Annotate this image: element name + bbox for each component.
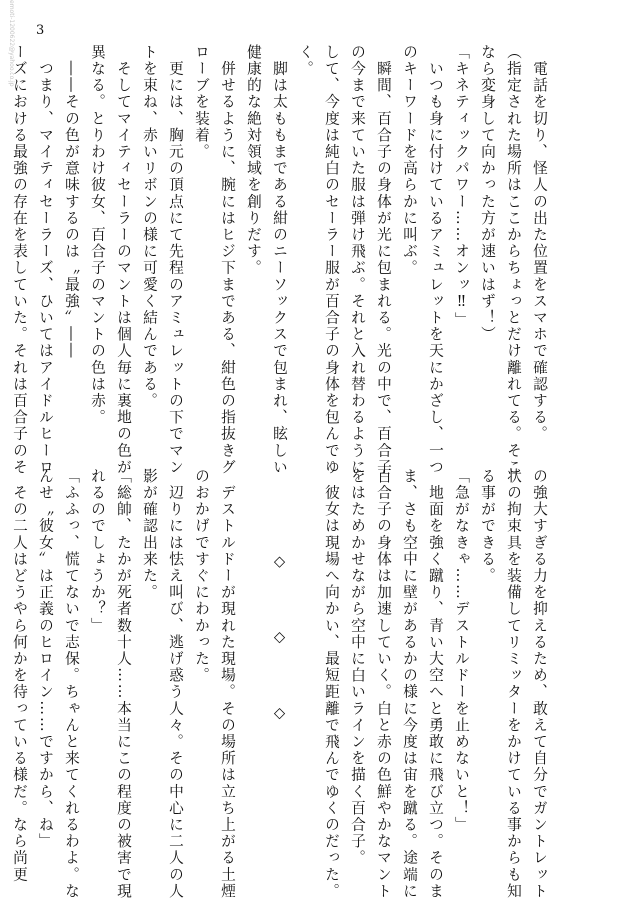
text-line: れるのでしょうか？」: [89, 468, 106, 634]
text-line: 「キネティックパワー……オンッ‼」: [453, 44, 470, 329]
text-line: 影が確認出来た。: [141, 468, 158, 601]
text-line: 彼女は現場へ向かい、最短距離で飛んでゆくのだった。: [323, 468, 340, 900]
text-line: のおかげですぐにわかった。: [193, 468, 210, 684]
text-line: 「総帥、たかが死者数十人……本当にこの程度の被害で現: [115, 468, 132, 900]
text-line: 百合子の身体は加速していく。白と赤の色鮮やかなマント: [375, 468, 392, 900]
text-line: 辺りには怯え叫び、逃げ惑う人々。その中心に二人の人: [167, 468, 184, 900]
text-line: トを束ね、赤いリボンの様に可愛く結んである。: [141, 44, 158, 410]
text-line: つまり、マイティセーラーズ、ひいてはアイドルヒーロ: [37, 44, 54, 476]
text-line: く。: [297, 44, 314, 78]
text-line: デストルドーが現れた現場。その場所は立ち上がる土煙: [219, 468, 236, 900]
text-line: その二人はどうやら何かを待っている様だ。なら尚更: [11, 468, 28, 883]
text-line: 異なる。とりわけ彼女、百合子のマントの色は赤。: [89, 44, 106, 426]
blank-line: [292, 468, 318, 828]
text-line: ま、さも空中に壁があるかの様に今度は宙を蹴る。途端に: [401, 468, 418, 900]
text-line: のキーワードを高らかに叫ぶ。: [401, 44, 418, 277]
text-line: ――その色が意味するのは〝最強〟――: [63, 44, 80, 360]
text-line: （指定された場所はここからちょっとだけ離れてる。そこ: [505, 44, 522, 476]
text-line: なら変身して向かった方が速いはず！）: [479, 44, 496, 343]
upper-text-column: [6, 44, 552, 476]
text-line: 脚は太ももまである紺のニーソックスで包まれ、眩しい: [271, 44, 288, 476]
text-line: の今まで来ていた服は弾け飛ぶ。それと入れ替わるように: [349, 44, 366, 476]
text-line: いつも身に付けているアミュレットを天にかざし、一つ: [427, 44, 444, 476]
lower-text-column: [6, 468, 552, 900]
page-number: 3: [36, 23, 45, 38]
text-line: そしてマイティセーラーのマントは個人毎に裏地の色が: [115, 44, 132, 476]
scene-break-marks: ◇ ◇ ◇: [271, 552, 288, 744]
text-line: んせ〝彼女〟は正義のヒロイン……ですから、ね」: [37, 468, 54, 850]
text-line: して、今度は純白のセーラー服が百合子の身体を包んでゆ: [323, 44, 340, 476]
text-line: 瞬間、百合子の身体が光に包まれる。光の中で、百合子: [375, 44, 392, 476]
text-line: 健康的な絶対領域を創りだす。: [245, 44, 262, 277]
text-line: 状の拘束具を装備してリミッターをかけている事からも知: [505, 468, 522, 900]
text-line: ーズにおける最強の存在を表していた。それは百合子のそ: [11, 44, 28, 476]
blank-line: [240, 468, 266, 828]
text-line: 電話を切り、怪人の出た位置をスマホで確認する。: [531, 44, 548, 443]
text-line: 「ふふっ、慌てないで志保。ちゃんと来てくれるわよ。な: [63, 468, 80, 900]
text-line: 併せるように、腕にはヒジ下まである、紺色の指抜きグ: [219, 44, 236, 476]
text-line: 更には、胸元の頂点にて先程のアミュレットの下でマン: [167, 44, 184, 476]
text-line: ローブを装着。: [193, 44, 210, 161]
text-line: る事ができる。: [479, 468, 496, 585]
text-line: の強大すぎる力を抑えるため、敢えて自分でガントレット: [531, 468, 548, 900]
text-line: をはためかせながら空中に白いラインを描く百合子。: [349, 468, 366, 867]
text-line: 「急がなきゃ……デストルドーを止めないと！」: [453, 468, 470, 834]
text-line: 地面を強く蹴り、青い大空へと勇敢に飛び立つ。そのま: [427, 468, 444, 900]
watermark-text: emoti-1200622@yahoo.co.jp: [8, 0, 15, 87]
